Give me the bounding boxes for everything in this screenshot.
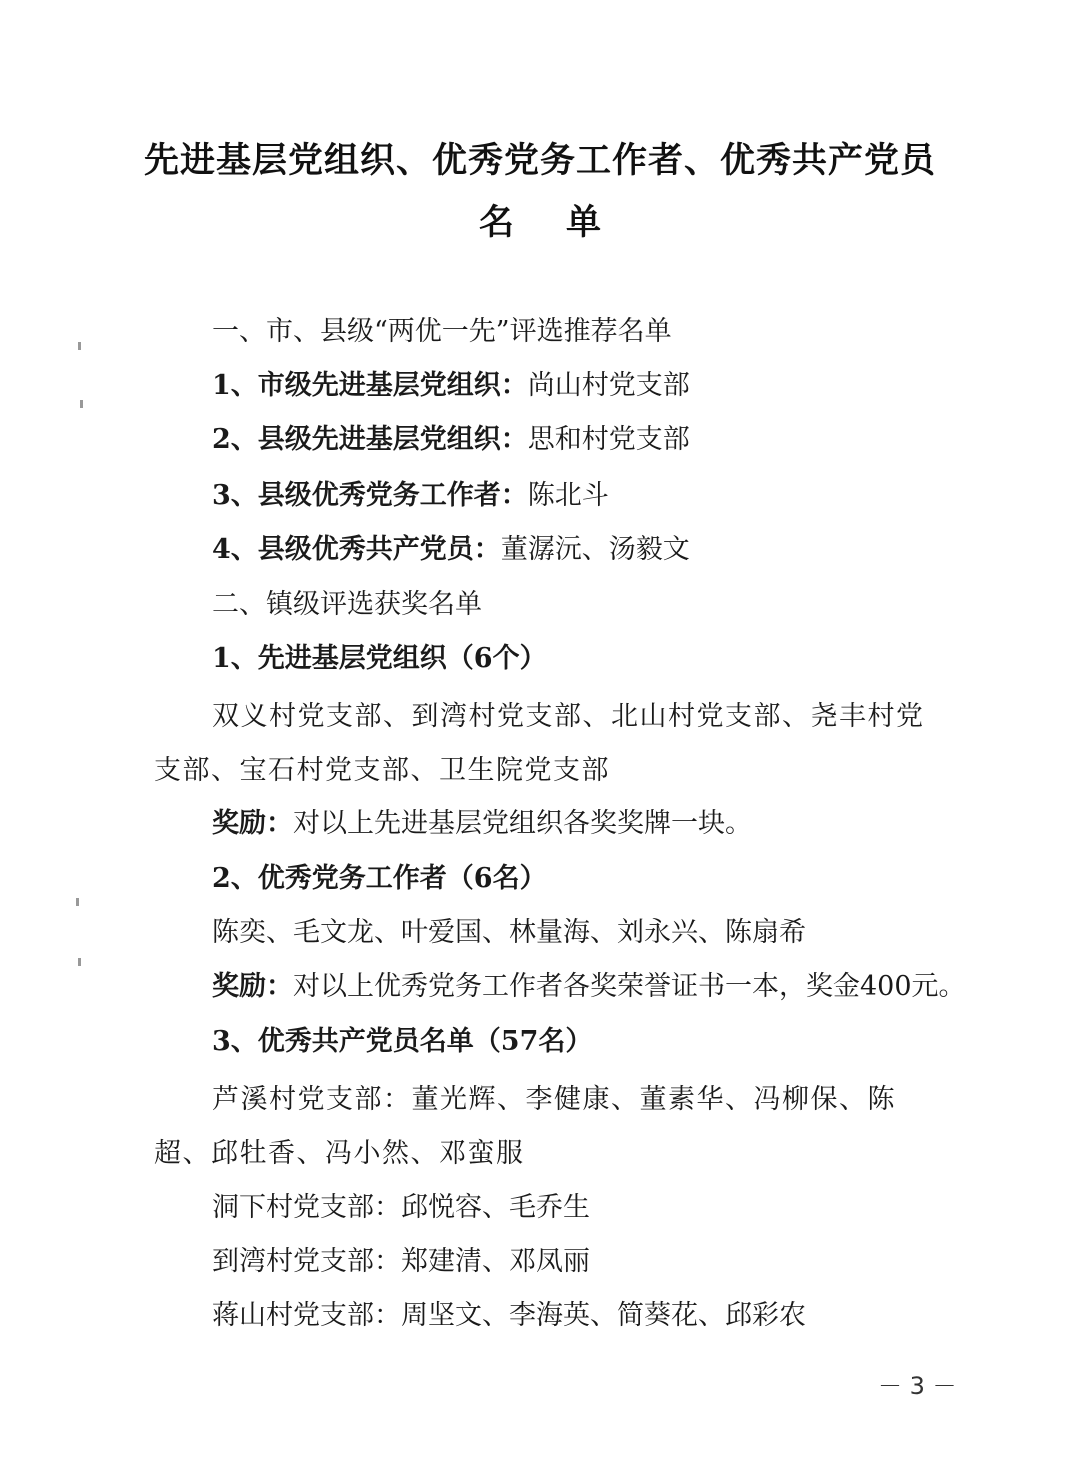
- item-value: 董潺沅、汤毅文: [500, 534, 690, 565]
- item-label: 3、县级优秀党务工作者：: [212, 480, 528, 511]
- section2-heading: 二、镇级评选获奖名单: [212, 589, 482, 620]
- item-value: 尚山村党支部: [527, 370, 690, 401]
- member-group: [212, 1298, 806, 1334]
- section1-item: [212, 532, 690, 568]
- workers-names: 陈奕、毛文龙、叶爱国、林量海、刘永兴、陈扇希: [212, 917, 806, 948]
- members-heading: 3、优秀共产党员名单（57名）: [212, 1026, 593, 1057]
- section1-heading: 一、市、县级“两优一先”评选推荐名单: [212, 316, 672, 347]
- document-title: 先进基层党组织、优秀党务工作者、优秀共产党员: [143, 141, 936, 181]
- member-group: [154, 1073, 944, 1181]
- document-title-line2: 名单: [478, 203, 653, 243]
- reward-label: 奖励：: [212, 971, 293, 1002]
- member-names: 郑建清、邓凤丽: [401, 1246, 590, 1277]
- section1-item: [212, 422, 690, 458]
- reward-text: 对以上优秀党务工作者各奖荣誉证书一本，奖金400元。: [293, 971, 966, 1002]
- branch-name: 到湾村党支部：: [212, 1246, 401, 1277]
- item-value: 思和村党支部: [527, 424, 690, 455]
- workers-reward: [212, 969, 966, 1005]
- item-label: 1、市级先进基层党组织：: [212, 370, 528, 401]
- item-label: 2、县级先进基层党组织：: [212, 424, 528, 455]
- item-value: 陈北斗: [527, 480, 609, 511]
- org-names: 双义村党支部、到湾村党支部、北山村党支部、尧丰村党支部、宝石村党支部、卫生院党支部: [154, 701, 925, 786]
- page-number: － 3 －: [878, 1372, 957, 1400]
- scan-mark: [78, 342, 81, 350]
- reward-label: 奖励：: [212, 808, 293, 839]
- scan-mark: [76, 898, 79, 906]
- item-label: 4、县级优秀共产党员：: [212, 534, 501, 565]
- org-reward: [212, 806, 752, 842]
- member-names: 周坚文、李海英、简葵花、邱彩农: [401, 1300, 806, 1331]
- branch-name: 蒋山村党支部：: [212, 1300, 401, 1331]
- scan-mark: [80, 400, 83, 408]
- member-names: 邱悦容、毛乔生: [401, 1192, 590, 1223]
- reward-text: 对以上先进基层党组织各奖奖牌一块。: [293, 808, 752, 839]
- branch-name: 芦溪村党支部：: [212, 1084, 412, 1115]
- org-heading: 1、先进基层党组织（6个）: [212, 643, 547, 674]
- member-group: [212, 1190, 590, 1226]
- workers-heading: 2、优秀党务工作者（6名）: [212, 863, 547, 894]
- section1-item: [212, 368, 690, 404]
- branch-name: 洞下村党支部：: [212, 1192, 401, 1223]
- section1-item: [212, 478, 609, 514]
- scan-mark: [78, 958, 81, 966]
- member-group: [212, 1244, 590, 1280]
- member-names: 董光辉、李健康、董素华、冯柳保、陈 超、邱牡香、冯小然、邓蛮服: [154, 1084, 925, 1169]
